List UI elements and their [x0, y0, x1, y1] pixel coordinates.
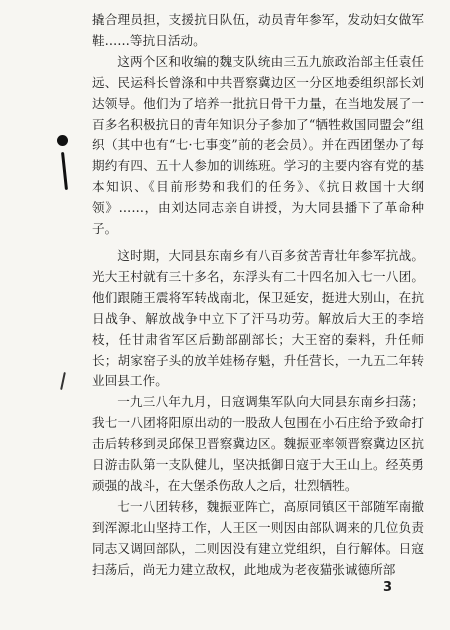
- binding-hole-mark: [57, 135, 68, 146]
- paragraph-1: 撬合理员担，支援抗日队伍，动员青年参军，发动妇女做军鞋……等抗日活动。: [92, 12, 424, 48]
- paragraph-3: 这时期，大同县东南乡有八百多贫苦青壮年参军抗战。光大王村就有三十多名，东浮头有二十四名加入七一八团。他们跟随王震将军转战南北，保卫延安，挺进大别山，在抗日战争、解放战争中立下了汗马功劳。解放后大王的李培枝，任甘肃省军区后勤部副部长；大王窑的秦料，升任师长；胡家窑子头的放羊娃杨存魁，升任营长，一九五二年转业回县工作。: [92, 247, 424, 389]
- paragraph-4: 一九三八年九月，日寇调集军队向大同县东南乡扫荡；我七一八团将阳原出动的一股敌人包围在小石庄给予致命打击后转移到灵邱保卫晋察冀边区。魏振亚率领晋察冀边区抗日游击队第一支队健儿，坚决抵御日寇于大王山上。经英勇顽强的战斗，在大堡杀伤敌人之后，壮烈牺牲。: [92, 394, 424, 493]
- margin-ink-tick: [60, 372, 66, 390]
- paragraph-5: 七一八团转移，魏振亚阵亡，高原同镇区干部随军南撤到浑源北山坚持工作，人王区一则因由部队调来的几位负责同志又调回部队，二则因没有建立党组织，自行解体。日寇扫荡后，尚无力建立敌权，此地成为老夜猫张诚德所部: [92, 498, 424, 577]
- body-text: [92, 10, 424, 580]
- page-number: 3: [383, 580, 393, 595]
- paragraph-2: 这两个区和收编的魏支队统由三五九旅政治部主任袁任远、民运科长曾涤和中共晋察冀边区一分区地委组织部长刘达领导。他们为了培养一批抗日骨干力量，在当地发展了一百多名积极抗日的青年知识分子参加了“牺牲救国同盟会”组织（其中也有“七·七事变”前的老会员）。并在西团堡办了每期约有四、五十人参加的训练班。学习的主要内容有党的基本知识、《目前形势和我们的任务》、《抗日救国十大纲领》……，由刘达同志亲自讲授，为大同县播下了革命种子。: [92, 53, 424, 237]
- margin-ink-stroke: [61, 152, 68, 190]
